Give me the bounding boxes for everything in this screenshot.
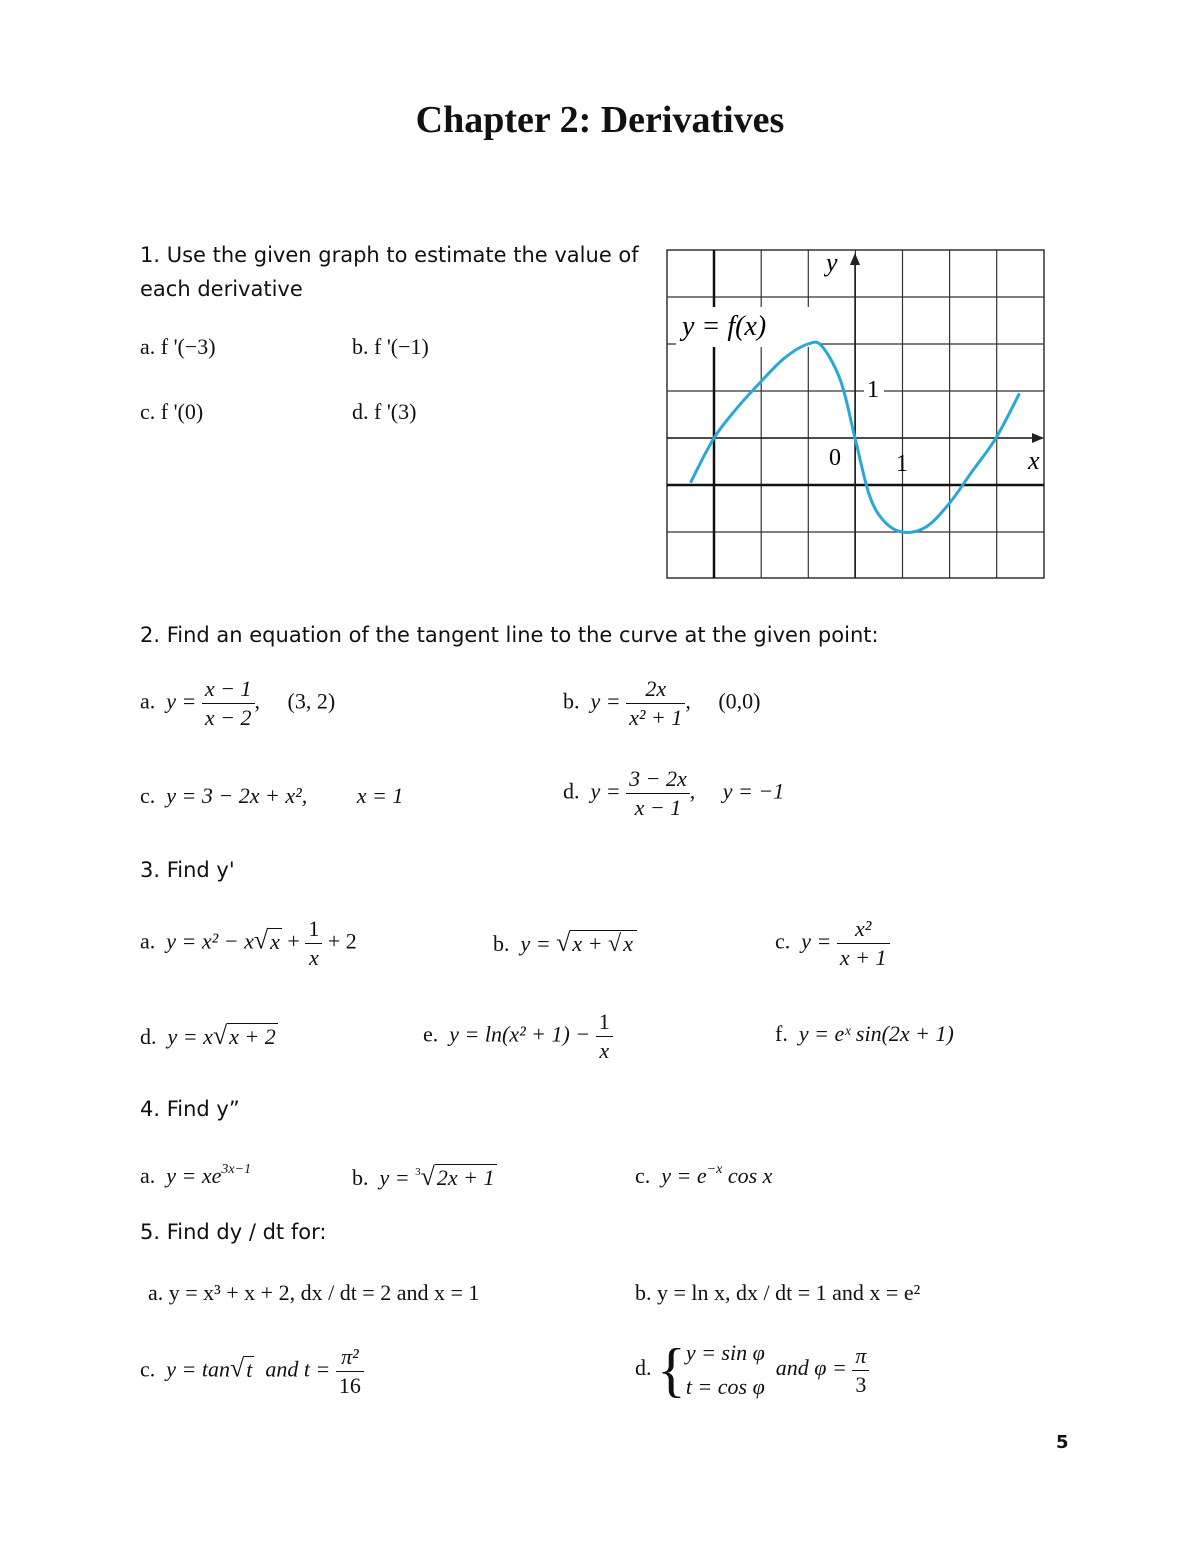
q5-c-prefix: y = tan [166,1356,230,1382]
q5-item-a: a. y = x³ + x + 2, dx / dt = 2 and x = 1 [148,1280,480,1305]
q4-b-label: b. [352,1165,369,1190]
q2-d-fraction [626,765,690,822]
q5-c-fraction [336,1343,364,1400]
q3-c-denominator: x + 1 [839,945,887,970]
q3-b-prefix: y = [520,931,551,956]
q1-prompt-line1: 1. Use the given graph to estimate the value of [140,243,639,267]
q5-c-numerator: π² [336,1343,364,1372]
q2-item-a: a. y = $\frac{x - 1}{x - 2}$ , (3, 2) [140,676,336,730]
q5-c-and: and t = [265,1356,331,1382]
q3-e-denominator: x [599,1038,610,1063]
q2-b-label: b. [563,688,580,714]
q2-item-c [140,783,403,809]
q4-b-root-index: 3 [415,1166,421,1178]
q5-item-c: c. y = tan√t and t = $\frac{\text{π²}}{16}$ [140,1343,364,1400]
q3-c-lhs: y = [801,928,832,954]
q2-d-point: y = −1 [722,778,785,804]
q3-b-label: b. [493,931,510,956]
q5-d-fraction [852,1342,869,1399]
q1-item-a: a. f '(−3) [140,334,216,359]
q2-a-point: (3, 2) [287,688,336,714]
q3-c-fraction [837,915,890,972]
q4-c-label: c. [635,1163,651,1188]
q2-a-denominator: x − 2 [204,705,252,730]
q3-c-label: c. [775,928,791,954]
q3-e-fraction [596,1008,613,1065]
q4-c-postfix: cos x [722,1163,773,1188]
q2-a-label: a. [140,688,156,714]
q3-a-fraction [305,915,322,972]
page-title: Chapter 2: Derivatives [415,99,785,141]
q5-d-numerator: π [852,1342,869,1371]
q3-item-f [775,1021,954,1047]
q2-b-denominator: x² + 1 [629,705,683,730]
y-axis-label: y [826,249,838,277]
q2-item-b: b. y = $\frac{2x}{\text{x² + 1}}$ , (0,0) [563,676,761,730]
q3-d-prefix: y = x [167,1024,213,1049]
q2-c-label: c. [140,783,156,808]
q2-b-lhs: y = [590,688,621,714]
q4-a-exponent: 3x−1 [221,1162,252,1177]
q5-item-b: b. y = ln x, dx / dt = 1 and x = e² [635,1280,921,1305]
origin-label: 0 [829,445,841,471]
q2-a-numerator: x − 1 [202,675,255,704]
y-tick-label: 1 [867,377,879,403]
q5-d-and: and φ = [775,1355,847,1381]
q2-b-numerator: 2x [626,675,685,704]
q3-item-c [775,915,890,972]
q4-prompt: 4. Find y” [140,1097,240,1121]
q3-f-label: f. [775,1021,788,1046]
q5-item-d [635,1336,869,1404]
q3-a-numerator: 1 [305,915,322,944]
q5-c-radicand: t [246,1356,253,1382]
q4-item-a [140,1162,251,1189]
q5-prompt: 5. Find dy / dt for: [140,1220,327,1244]
function-graph [666,249,1046,581]
q1-item-d: d. f '(3) [352,399,417,424]
q2-d-label: d. [563,778,580,804]
q2-c-point: x = 1 [356,783,404,808]
q1-prompt [140,238,639,306]
q3-c-numerator: x² [837,915,890,944]
x-axis-label: x [1028,446,1040,475]
q4-b-prefix: y = [379,1165,416,1190]
q3-prompt: 3. Find y' [140,858,235,882]
q4-item-c [635,1162,772,1189]
q3-item-a: a. y = x² − x√x + $\frac{1}{x}$ + 2 [140,916,357,970]
q2-a-lhs: y = [166,688,197,714]
q3-a-prefix: y = x² − x [166,928,254,954]
q5-d-denominator: 3 [855,1371,867,1397]
x-tick-label: 1 [896,451,908,477]
q5-d-line1: y = sin φ [685,1340,765,1365]
q2-d-numerator: 3 − 2x [626,765,690,794]
q5-c-label: c. [140,1356,156,1382]
q4-a-prefix: y = xe [166,1163,222,1188]
q3-b-outer-radicand: x + [572,931,609,956]
q2-b-point: (0,0) [718,688,761,714]
q3-a-label: a. [140,928,156,954]
q3-e-prefix: y = ln(x² + 1) − [449,1021,591,1047]
q3-item-e [423,1008,613,1065]
q5-c-denominator: 16 [338,1373,361,1398]
q5-d-system [686,1336,765,1404]
page-number: 5 [1056,1432,1069,1453]
curve-label: y = f(x) [682,311,767,342]
q2-d-lhs: y = [590,778,621,804]
q2-c-expression: y = 3 − 2x + x², [166,783,308,808]
q2-a-fraction [202,675,255,732]
q3-item-b: b. y = √x + √x [493,928,637,958]
q3-d-label: d. [140,1024,157,1049]
q2-d-denominator: x − 1 [634,795,682,820]
q2-b-fraction [626,675,685,732]
q1-item-b: b. f '(−1) [352,334,429,359]
q3-a-denominator: x [308,945,319,970]
q3-f-expression: y = eˣ sin(2x + 1) [798,1021,954,1046]
q3-item-d: d. y = x√x + 2 [140,1021,276,1050]
q2-prompt: 2. Find an equation of the tangent line to the curve at the given point: [140,623,879,647]
q3-a-postfix: + 2 [327,928,357,954]
q4-item-b: b. y = $^3$√2x + 1 [352,1162,495,1191]
q3-b-inner-radicand: x [623,931,633,956]
q3-d-radicand: x + 2 [229,1024,276,1049]
q1-prompt-line2: each derivative [140,277,303,301]
q3-a-radicand: x [270,928,280,954]
q4-c-prefix: y = e [661,1163,707,1188]
q4-b-radicand: 2x + 1 [436,1165,495,1190]
q3-a-plus: + [287,928,300,954]
q5-d-line2: t = cos φ [685,1374,765,1399]
q3-e-numerator: 1 [596,1008,613,1037]
q4-c-exponent: −x [706,1162,723,1177]
q5-d-brace: { [657,1337,686,1403]
q2-item-d: d. y = $\frac{3 - 2x}{x - 1}$ , y = −1 [563,766,785,820]
q5-d-label: d. [635,1355,652,1381]
q3-e-label: e. [423,1021,439,1047]
q1-item-c: c. f '(0) [140,399,204,424]
q4-a-label: a. [140,1163,156,1188]
